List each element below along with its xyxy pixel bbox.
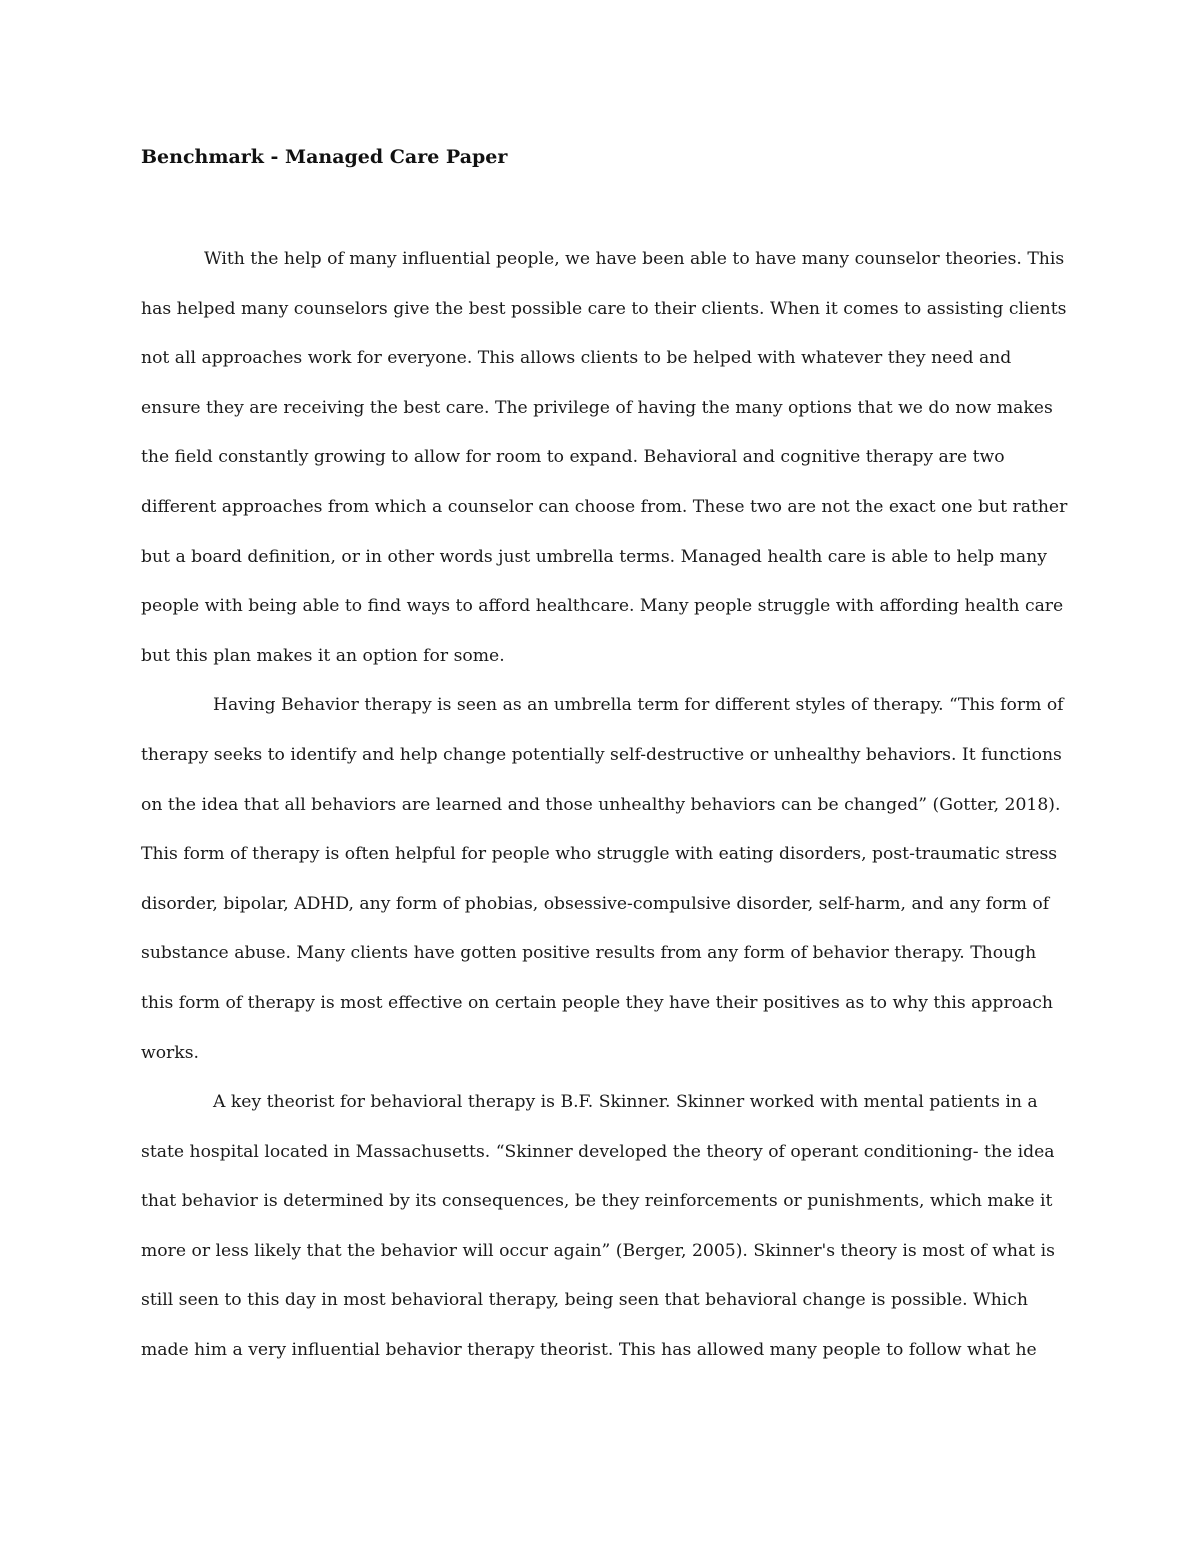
paragraph-3-line: A key theorist for behavioral therapy is B.F. Skinner. Skinner worked with mental patients in a xyxy=(213,1092,1038,1113)
paragraph-2-line: This form of therapy is often helpful for people who struggle with eating disorders, post-traumatic stress xyxy=(141,844,1058,865)
paragraph-1-line: people with being able to find ways to afford healthcare. Many people struggle with affording health care xyxy=(141,596,1064,617)
paragraph-2-line: therapy seeks to identify and help change potentially self-destructive or unhealthy behaviors. It functions xyxy=(141,744,1062,765)
paragraph-3-line: still seen to this day in most behavioral therapy, being seen that behavioral change is possible. Which xyxy=(141,1290,1028,1311)
paragraph-1-line: not all approaches work for everyone. This allows clients to be helped with whatever they need and xyxy=(141,348,1012,369)
paragraph-3-line: that behavior is determined by its consequences, be they reinforcements or punishments, which make it xyxy=(141,1191,1053,1212)
document-body xyxy=(141,241,1071,1382)
paragraph-1-line: has helped many counselors give the best possible care to their clients. When it comes to assisting clients xyxy=(141,298,1067,319)
document-title: Benchmark - Managed Care Paper xyxy=(141,146,508,168)
paragraph-2-line: disorder, bipolar, ADHD, any form of phobias, obsessive-compulsive disorder, self-harm, and any form of xyxy=(141,893,1050,914)
paragraph-1-line: the field constantly growing to allow for room to expand. Behavioral and cognitive therapy are two xyxy=(141,447,1005,468)
paragraph-1-line: ensure they are receiving the best care. The privilege of having the many options that we do now makes xyxy=(141,397,1053,418)
paragraph-1-line: With the help of many influential people, we have been able to have many counselor theories. This xyxy=(204,249,1065,269)
paragraph-3-line: made him a very influential behavior therapy theorist. This has allowed many people to follow what he xyxy=(141,1340,1037,1361)
paragraph-1-line: but a board definition, or in other words just umbrella terms. Managed health care is able to help many xyxy=(141,546,1047,567)
paragraph-2-line: Having Behavior therapy is seen as an umbrella term for different styles of therapy. “This form of xyxy=(213,695,1064,716)
paragraph-2-line: works. xyxy=(141,1042,199,1063)
paragraph-3-line: more or less likely that the behavior will occur again” (Berger, 2005). Skinner's theory is most of what is xyxy=(141,1240,1055,1261)
paragraph-2-line: this form of therapy is most effective on certain people they have their positives as to why this approach xyxy=(141,992,1053,1013)
paragraph-3-line: state hospital located in Massachusetts. “Skinner developed the theory of operant conditioning- the idea xyxy=(141,1141,1055,1162)
paragraph-1-line: but this plan makes it an option for some. xyxy=(141,645,505,666)
paragraph-1-line: different approaches from which a counselor can choose from. These two are not the exact one but rather xyxy=(141,496,1068,517)
paragraph-2-line: substance abuse. Many clients have gotten positive results from any form of behavior therapy. Though xyxy=(141,943,1037,964)
paragraph-2-line: on the idea that all behaviors are learned and those unhealthy behaviors can be changed” (Gotter, 2018). xyxy=(141,794,1061,815)
